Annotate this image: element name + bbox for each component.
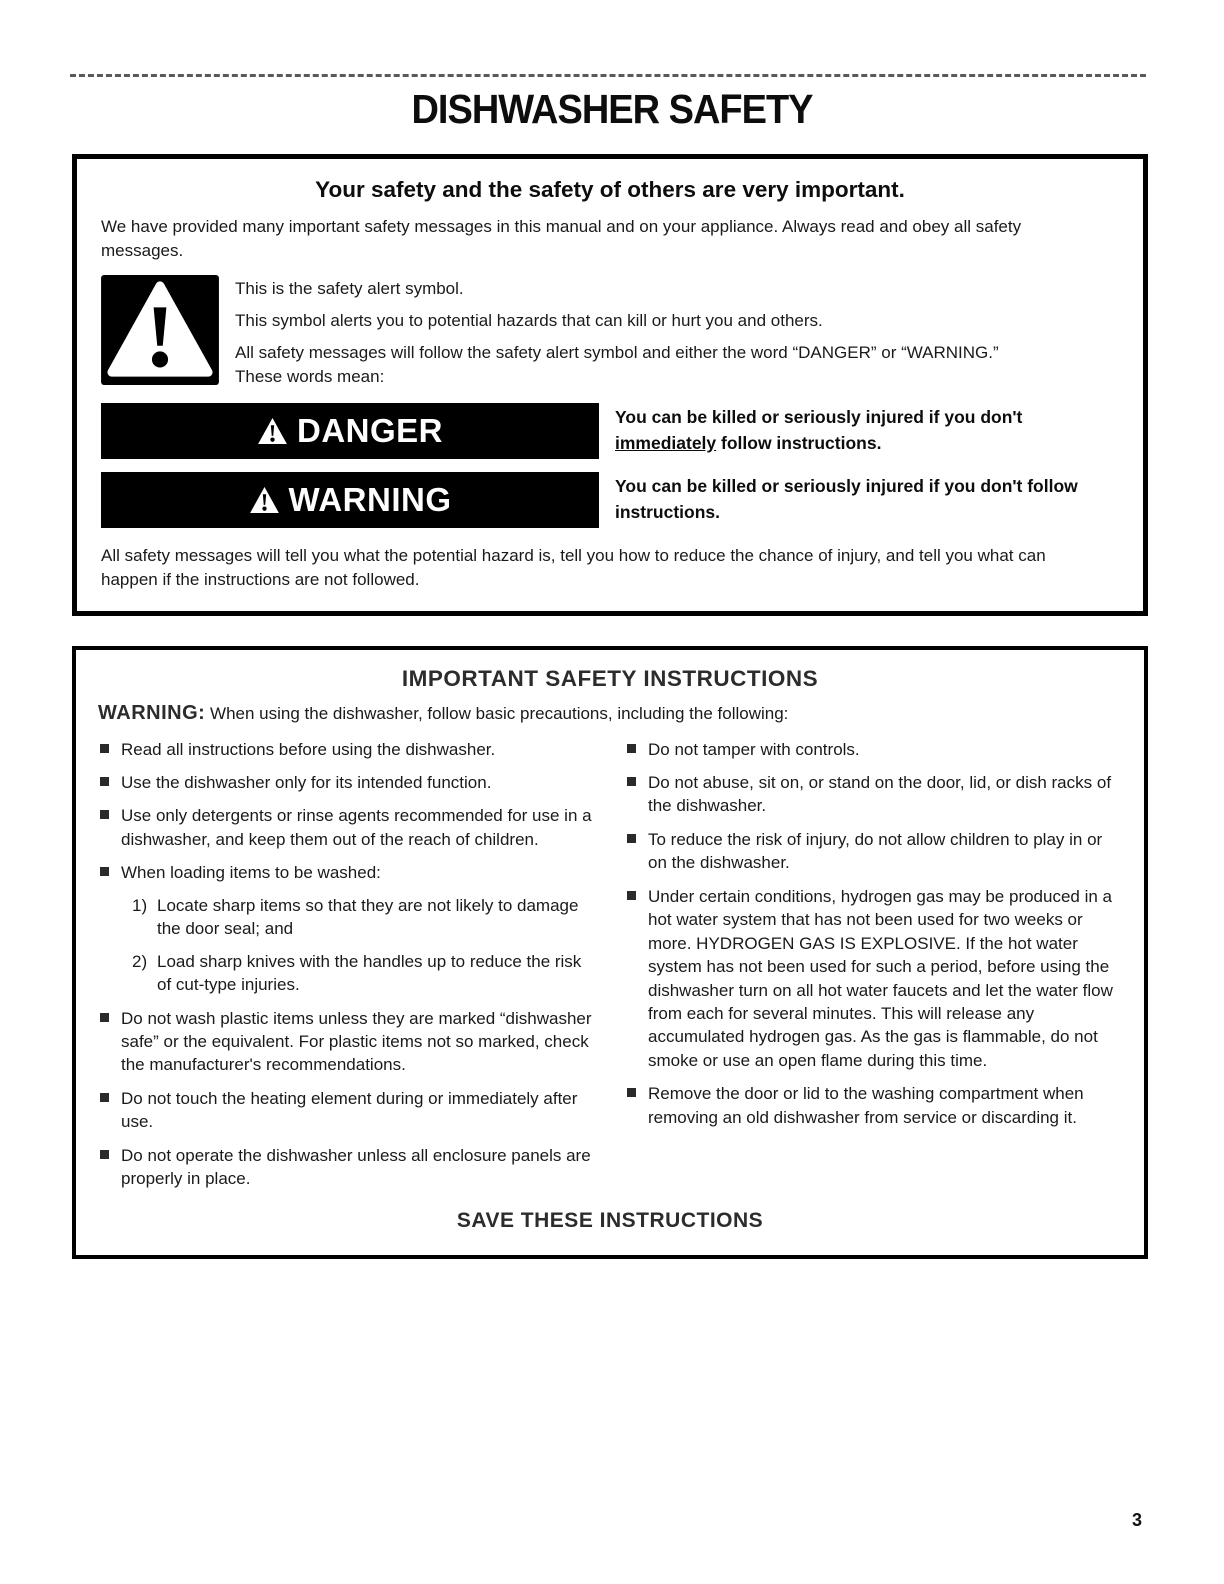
instruction-text: Do not tamper with controls. bbox=[648, 739, 860, 759]
alert-symbol-text-line: These words mean: bbox=[235, 366, 385, 386]
alert-symbol-text-line: All safety messages will follow the safety alert symbol and either the word “DANGER” or “WARNING.” bbox=[235, 342, 999, 362]
square-bullet-icon bbox=[627, 834, 636, 843]
instruction-text: Under certain conditions, hydrogen gas may be produced in a hot water system that has not been used for two weeks or more. HYDROGEN GAS IS EXPLOSIVE. If the hot water system has not been used for such a period, before using the dishwasher turn on all hot water faucets and let the water flow from each for several minutes. This will release any accumulated hydrogen gas. As the gas is flammable, do not smoke or use an open flame during this time. bbox=[648, 886, 1113, 1070]
safety-box-footer: All safety messages will tell you what the potential hazard is, tell you how to reduce the chance of injury, and tell you what can happen if the instructions are not followed. bbox=[101, 546, 1046, 590]
warning-triangle-icon bbox=[249, 486, 280, 514]
subitem-number: 2) bbox=[132, 951, 148, 971]
subitem-number: 1) bbox=[132, 895, 148, 915]
instruction-text: To reduce the risk of injury, do not allow children to play in or on the dishwasher. bbox=[648, 829, 1103, 873]
safety-instruction-item bbox=[98, 1087, 595, 1134]
instruction-text: Do not touch the heating element during or immediately after use. bbox=[121, 1088, 578, 1132]
square-bullet-icon bbox=[627, 777, 636, 786]
instruction-subitem bbox=[121, 950, 595, 997]
square-bullet-icon bbox=[627, 744, 636, 753]
warning-description bbox=[615, 472, 1119, 525]
subitem-text: Load sharp knives with the handles up to reduce the risk of cut-type injuries. bbox=[157, 951, 582, 995]
signal-desc-underlined: immediately bbox=[615, 432, 717, 453]
instruction-text: Do not wash plastic items unless they are marked “dishwasher safe” or the equivalent. For plastic items not so marked, check the manufacturer's recommendations. bbox=[121, 1008, 592, 1075]
safety-instruction-item bbox=[625, 885, 1122, 1073]
instruction-text: Remove the door or lid to the washing compartment when removing an old dishwasher from service or discarding it. bbox=[648, 1084, 1084, 1127]
safety-alert-row bbox=[101, 275, 1119, 390]
instruction-subitem bbox=[121, 894, 595, 941]
alert-symbol-text-line: This symbol alerts you to potential hazards that can kill or hurt you and others. bbox=[235, 311, 823, 331]
instructions-warning-line bbox=[98, 702, 1122, 725]
safety-box-intro: We have provided many important safety messages in this manual and on your appliance. Always read and obey all safety messages. bbox=[101, 217, 1022, 261]
warning-bar bbox=[101, 472, 599, 528]
square-bullet-icon bbox=[100, 1150, 109, 1159]
instructions-left-column bbox=[98, 738, 595, 1201]
instruction-text: Do not operate the dishwasher unless all enclosure panels are properly in place. bbox=[121, 1145, 591, 1189]
safety-instruction-item bbox=[98, 1007, 595, 1077]
safety-alert-icon bbox=[101, 275, 219, 390]
safety-alert-text-lines bbox=[235, 275, 999, 388]
signal-desc-text: You can be killed or seriously injured if you don't bbox=[615, 407, 1023, 428]
signal-desc-text: You can be killed or seriously injured if you don't follow instructions. bbox=[615, 476, 1078, 522]
instruction-text: Read all instructions before using the dishwasher. bbox=[121, 739, 496, 759]
safety-instruction-item bbox=[625, 771, 1122, 818]
danger-row bbox=[101, 403, 1119, 459]
danger-description bbox=[615, 403, 1119, 456]
instruction-text: Do not abuse, sit on, or stand on the door, lid, or dish racks of the dishwasher. bbox=[648, 772, 1112, 816]
instructions-columns bbox=[98, 738, 1122, 1201]
square-bullet-icon bbox=[100, 1093, 109, 1102]
square-bullet-icon bbox=[100, 1013, 109, 1022]
safety-instruction-item bbox=[625, 738, 1122, 761]
danger-bar bbox=[101, 403, 599, 459]
instruction-text: Use the dishwasher only for its intended function. bbox=[121, 772, 492, 792]
signal-desc-text: follow instructions. bbox=[716, 432, 882, 453]
signal-word-rows bbox=[101, 403, 1119, 528]
instruction-text: When loading items to be washed: bbox=[121, 863, 381, 883]
square-bullet-icon bbox=[627, 1088, 636, 1097]
square-bullet-icon bbox=[627, 891, 636, 900]
page-top-dashed-rule bbox=[70, 74, 1146, 77]
square-bullet-icon bbox=[100, 810, 109, 819]
safety-importance-box bbox=[72, 154, 1148, 616]
safety-instruction-item bbox=[98, 804, 595, 851]
page-number: 3 bbox=[1131, 1510, 1142, 1530]
save-these-instructions: SAVE THESE INSTRUCTIONS bbox=[456, 1208, 764, 1232]
subitem-text: Locate sharp items so that they are not likely to damage the door seal; and bbox=[157, 895, 579, 939]
safety-instruction-item bbox=[625, 1082, 1122, 1129]
safety-alert-icon-svg bbox=[101, 275, 219, 385]
safety-box-heading: Your safety and the safety of others are very important. bbox=[315, 177, 905, 202]
safety-instruction-item bbox=[98, 771, 595, 794]
square-bullet-icon bbox=[100, 744, 109, 753]
instructions-heading: IMPORTANT SAFETY INSTRUCTIONS bbox=[401, 665, 819, 691]
warning-triangle-icon bbox=[257, 417, 288, 445]
alert-symbol-text-line: This is the safety alert symbol. bbox=[235, 279, 464, 299]
safety-instruction-item bbox=[98, 738, 595, 761]
warning-label-text: WARNING: bbox=[98, 701, 206, 724]
danger-label: DANGER bbox=[296, 412, 443, 450]
warning-intro-text: When using the dishwasher, follow basic precautions, including the following: bbox=[205, 703, 789, 723]
square-bullet-icon bbox=[100, 777, 109, 786]
page-title: DISHWASHER SAFETY bbox=[411, 87, 813, 133]
square-bullet-icon bbox=[100, 867, 109, 876]
warning-row bbox=[101, 472, 1119, 528]
instructions-right-column bbox=[625, 738, 1122, 1201]
instruction-text: Use only detergents or rinse agents recommended for use in a dishwasher, and keep them out of the reach of children. bbox=[121, 806, 592, 849]
safety-instruction-item bbox=[625, 828, 1122, 875]
safety-instruction-item bbox=[98, 1144, 595, 1191]
safety-instruction-item bbox=[98, 861, 595, 996]
important-safety-instructions-box bbox=[72, 646, 1148, 1259]
warning-label: WARNING bbox=[288, 481, 452, 519]
